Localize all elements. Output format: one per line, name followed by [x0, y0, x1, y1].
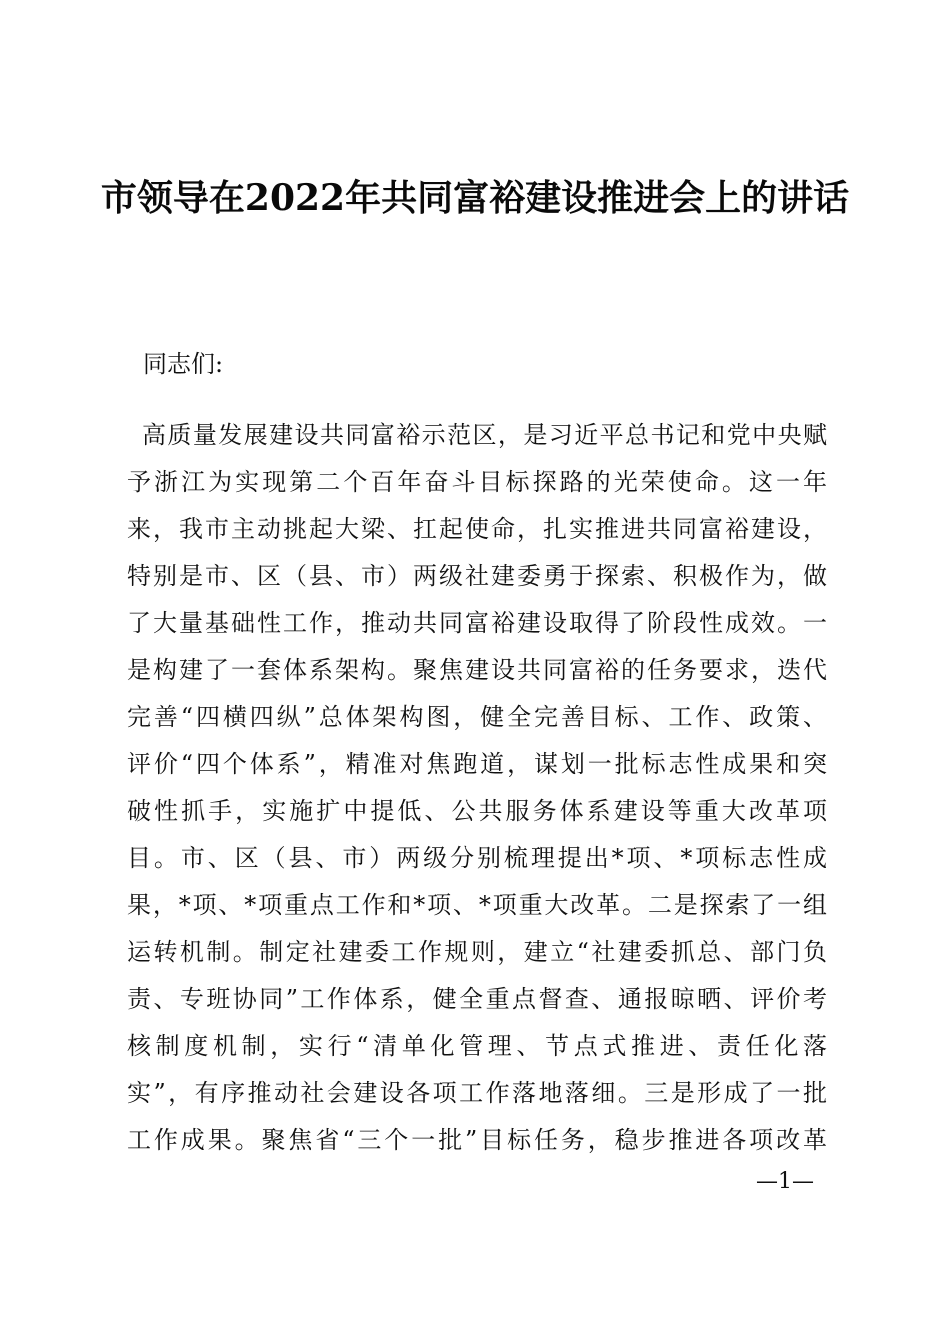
- paragraph-line: 运转机制。制定社建委工作规则，建立“社建委抓总、部门负: [127, 938, 827, 966]
- page-number: —1—: [756, 1169, 814, 1194]
- salutation: 同志们:: [143, 350, 224, 378]
- paragraph-line: 特别是市、区（县、市）两级社建委勇于探索、积极作为，做: [127, 562, 827, 590]
- paragraph-line: 高质量发展建设共同富裕示范区，是习近平总书记和党中央赋: [142, 421, 827, 449]
- paragraph-line: 是构建了一套体系架构。聚焦建设共同富裕的任务要求，迭代: [127, 656, 827, 684]
- paragraph-line: 予浙江为实现第二个百年奋斗目标探路的光荣使命。这一年: [127, 468, 827, 496]
- paragraph-line: 果，*项、*项重点工作和*项、*项重大改革。二是探索了一组: [127, 891, 827, 919]
- paragraph-line: 完善“四横四纵”总体架构图，健全完善目标、工作、政策、: [127, 703, 827, 731]
- paragraph-line: 了大量基础性工作，推动共同富裕建设取得了阶段性成效。一: [127, 609, 827, 637]
- paragraph-line: 实”，有序推动社会建设各项工作落地落细。三是形成了一批: [127, 1079, 827, 1107]
- paragraph-line: 评价“四个体系”，精准对焦跑道，谋划一批标志性成果和突: [127, 750, 827, 778]
- paragraph-line: 责、专班协同”工作体系，健全重点督查、通报晾晒、评价考: [127, 985, 827, 1013]
- paragraph-line: 目。市、区（县、市）两级分别梳理提出*项、*项标志性成: [127, 844, 827, 872]
- paragraph-line: 核制度机制，实行“清单化管理、节点式推进、责任化落: [127, 1032, 827, 1060]
- body-paragraph: [127, 412, 827, 1164]
- document-title: 市领导在2022年共同富裕建设推进会上的讲话: [100, 177, 850, 219]
- paragraph-line: 来，我市主动挑起大梁、扛起使命，扎实推进共同富裕建设，: [127, 515, 827, 543]
- paragraph-line: 破性抓手，实施扩中提低、公共服务体系建设等重大改革项: [127, 797, 827, 825]
- paragraph-line: 工作成果。聚焦省“三个一批”目标任务，稳步推进各项改革: [127, 1126, 827, 1154]
